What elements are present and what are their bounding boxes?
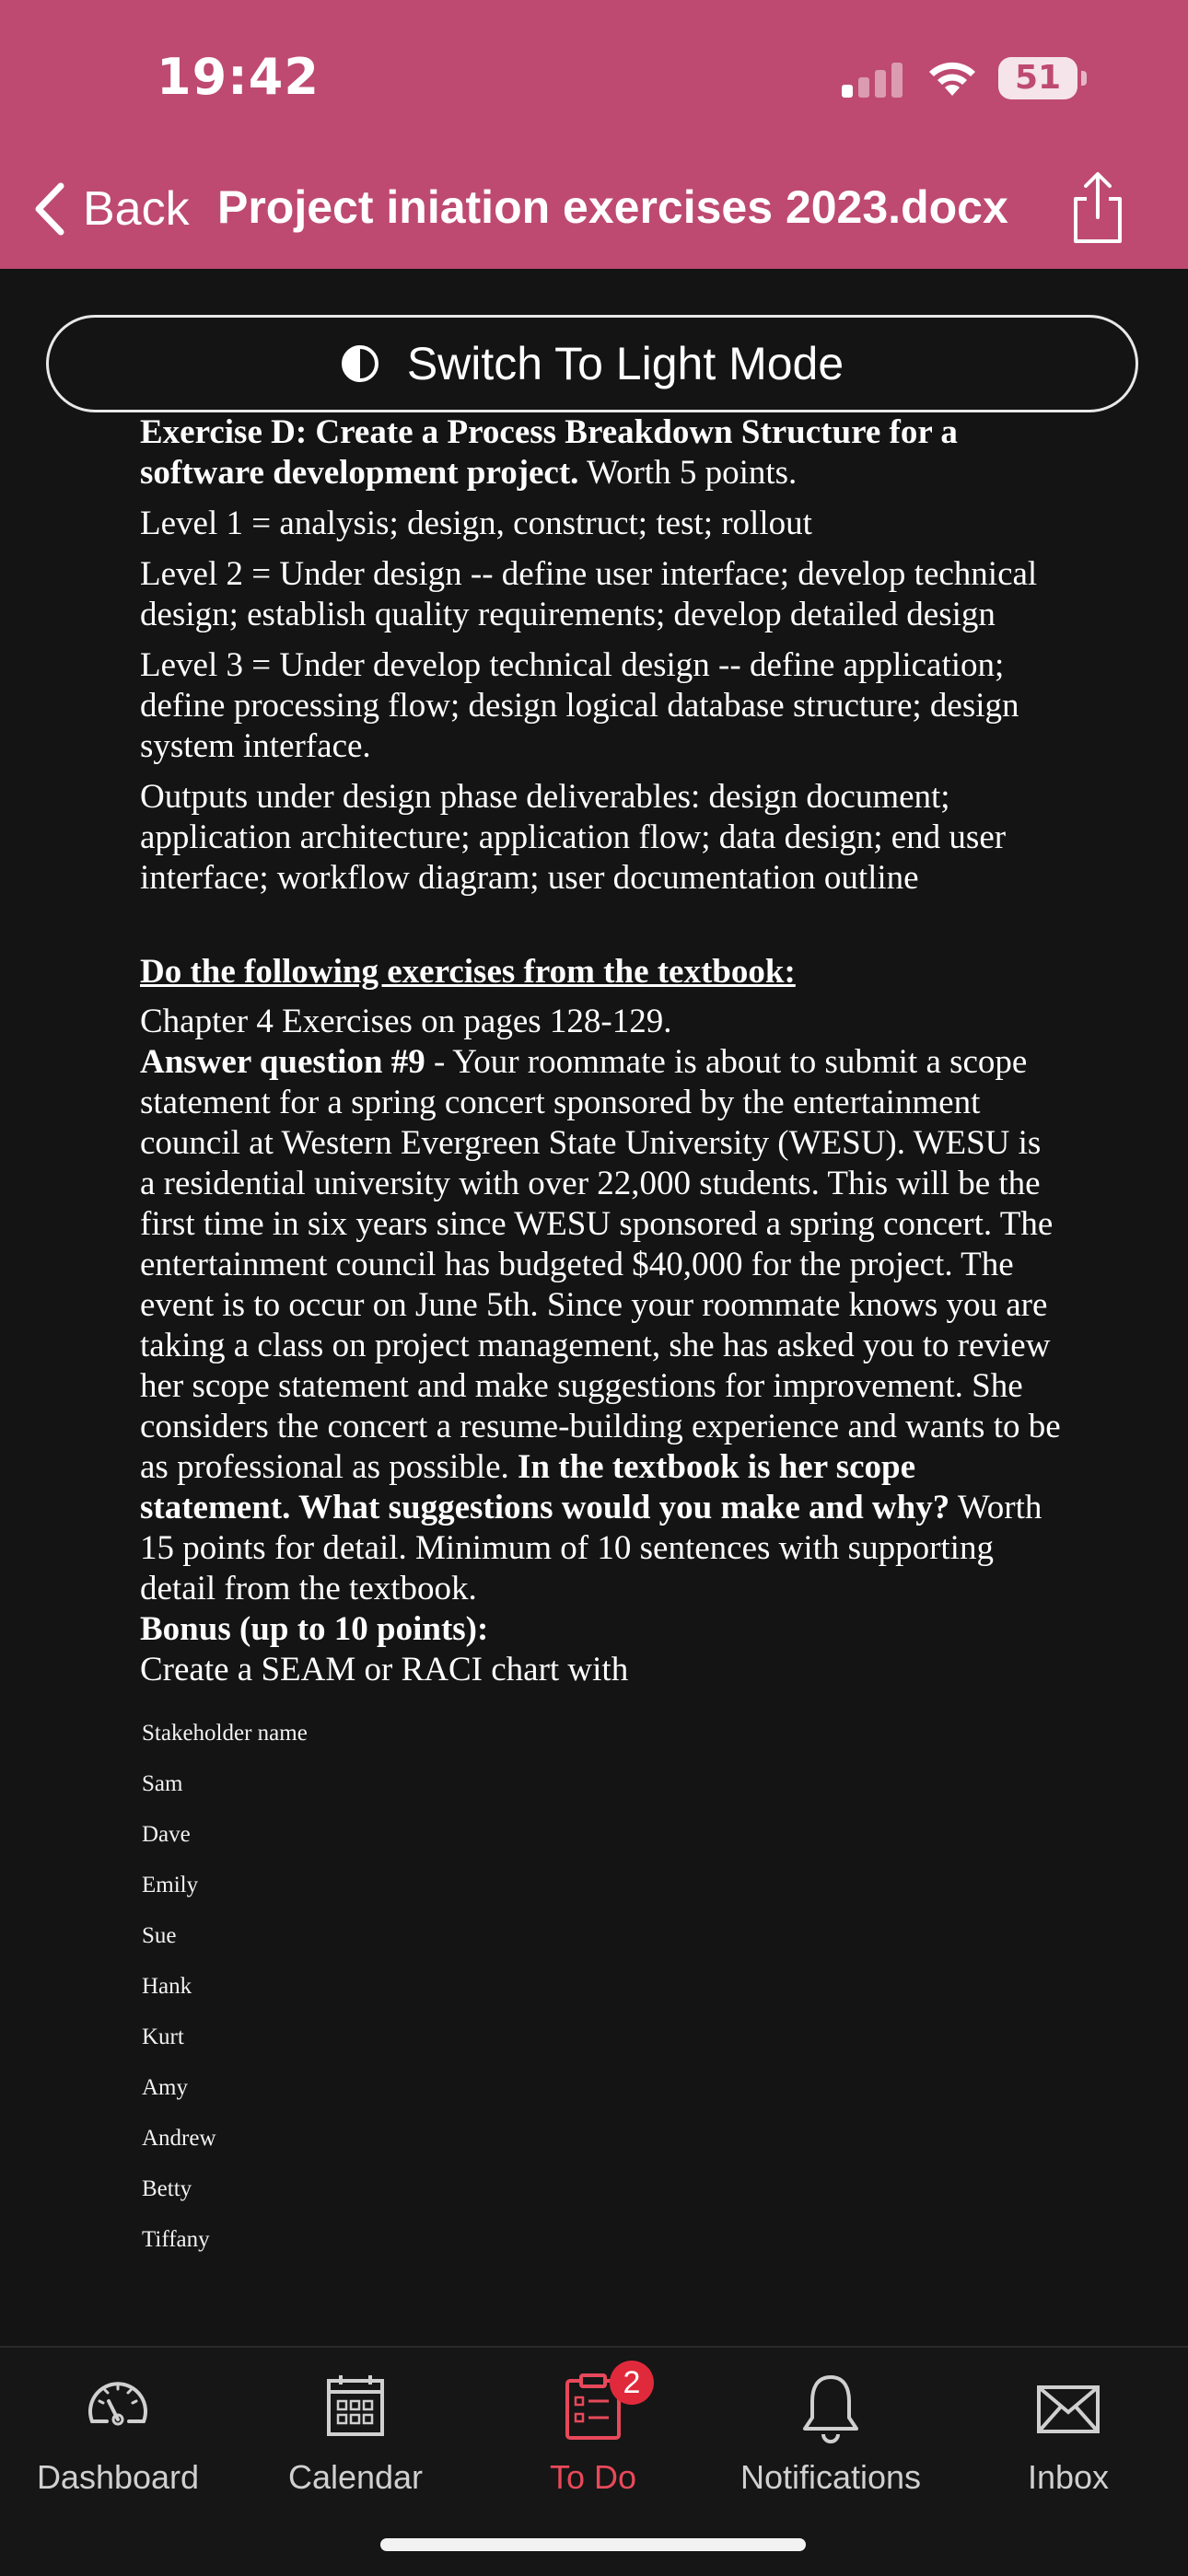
stakeholder-name: Hank bbox=[142, 1974, 192, 1999]
answer-question-bold: In the textbook is her scope statement. What suggestions would you make and why? bbox=[140, 1448, 950, 1526]
answer-question-worth: Worth 15 points for detail. Minimum of 10 sentences with supporting detail from the textbook. bbox=[140, 1489, 1042, 1607]
tab-notifications-label: Notifications bbox=[740, 2458, 922, 2496]
stakeholder-name: Dave bbox=[142, 1822, 191, 1847]
contrast-icon bbox=[341, 344, 379, 383]
stakeholder-name: Amy bbox=[142, 2075, 188, 2100]
stakeholder-name: Sam bbox=[142, 1771, 183, 1796]
back-button[interactable] bbox=[33, 177, 190, 241]
tab-dashboard-label: Dashboard bbox=[36, 2458, 200, 2496]
tab-notifications[interactable] bbox=[716, 2348, 946, 2513]
level-2-text: Level 2 = Under design -- define user interface; develop technical design; establish quality requirements; develop detailed design bbox=[140, 555, 1038, 633]
tab-dashboard[interactable] bbox=[3, 2348, 233, 2513]
status-time: 19:42 bbox=[157, 48, 320, 106]
switch-light-mode-button[interactable] bbox=[46, 315, 1138, 412]
tab-calendar-label: Calendar bbox=[287, 2458, 424, 2496]
tab-inbox[interactable] bbox=[953, 2348, 1183, 2513]
level-3-text: Level 3 = Under develop technical design -- define application; define processing flow; design logical database structure; design system interface. bbox=[140, 646, 1019, 765]
cellular-signal-icon bbox=[840, 61, 904, 98]
bonus-text: Create a SEAM or RACI chart with bbox=[140, 1651, 629, 1688]
tab-inbox-label: Inbox bbox=[1027, 2458, 1110, 2496]
stakeholder-name: Emily bbox=[142, 1873, 199, 1897]
stakeholder-name: Tiffany bbox=[142, 2227, 210, 2252]
tab-to-do[interactable] bbox=[478, 2348, 708, 2513]
stakeholder-header: Stakeholder name bbox=[142, 1721, 308, 1746]
stakeholder-name: Sue bbox=[142, 1923, 177, 1948]
envelope-icon bbox=[1036, 2385, 1101, 2434]
to-do-badge: 2 bbox=[610, 2361, 654, 2405]
battery-icon bbox=[998, 57, 1077, 99]
exercise-d-paragraph bbox=[140, 412, 1061, 493]
stakeholder-name: Betty bbox=[142, 2176, 192, 2201]
switch-light-mode-label: Switch To Light Mode bbox=[406, 338, 844, 389]
answer-question-text: - Your roommate is about to submit a scope statement for a spring concert sponsored by the entertainment council at Western Evergreen State University (WESU). WESU is a residential university with over 22,000 students. This will be the first time in six years since WESU sponsored a spring concert. The entertainment council has budgeted $40,000 for the project. The event is to occur on June 5th. Since your roommate knows you are taking a class on project management, she has asked you to review her scope statement and make suggestions for improvement. She considers the concert a resume-building experience and wants to be as professional as possible. bbox=[140, 1043, 1061, 1486]
exercise-d-title: Exercise D: Create a Process Breakdown Structure for a software development project. bbox=[140, 413, 958, 492]
answer-question-label: Answer question #9 bbox=[140, 1043, 425, 1081]
tab-to-do-label: To Do bbox=[549, 2458, 637, 2496]
calendar-icon bbox=[326, 2373, 385, 2438]
dashboard-gauge-icon bbox=[83, 2373, 153, 2429]
bonus-label-text: Bonus (up to 10 points): bbox=[140, 1610, 489, 1648]
chevron-left-icon bbox=[33, 182, 66, 236]
document-title: Project iniation exercises 2023.docx bbox=[217, 181, 1008, 233]
share-icon[interactable] bbox=[1068, 171, 1127, 245]
home-indicator[interactable] bbox=[380, 2538, 806, 2551]
header-bar bbox=[0, 0, 1188, 269]
stakeholder-name: Kurt bbox=[142, 2025, 184, 2049]
stakeholder-name: Andrew bbox=[142, 2126, 216, 2151]
document-body bbox=[140, 412, 1061, 2277]
level-1-text: Level 1 = analysis; design, construct; test; rollout bbox=[140, 505, 812, 542]
battery-percent: 51 bbox=[1014, 59, 1062, 97]
answer-question-paragraph bbox=[140, 1042, 1061, 1609]
exercise-d-worth: Worth 5 points. bbox=[578, 454, 798, 492]
chapter-text: Chapter 4 Exercises on pages 128-129. bbox=[140, 1003, 672, 1040]
stakeholder-list bbox=[140, 1770, 1061, 2254]
bonus-label bbox=[140, 1609, 1061, 1650]
bell-icon bbox=[799, 2373, 862, 2443]
wifi-icon bbox=[925, 55, 980, 98]
textbook-heading: Do the following exercises from the textbook: bbox=[140, 953, 796, 991]
back-label: Back bbox=[83, 182, 190, 236]
outputs-text: Outputs under design phase deliverables: design document; application architecture; application flow; data design; end user interface; workflow diagram; user documentation outline bbox=[140, 778, 1007, 897]
tab-calendar[interactable] bbox=[240, 2348, 471, 2513]
